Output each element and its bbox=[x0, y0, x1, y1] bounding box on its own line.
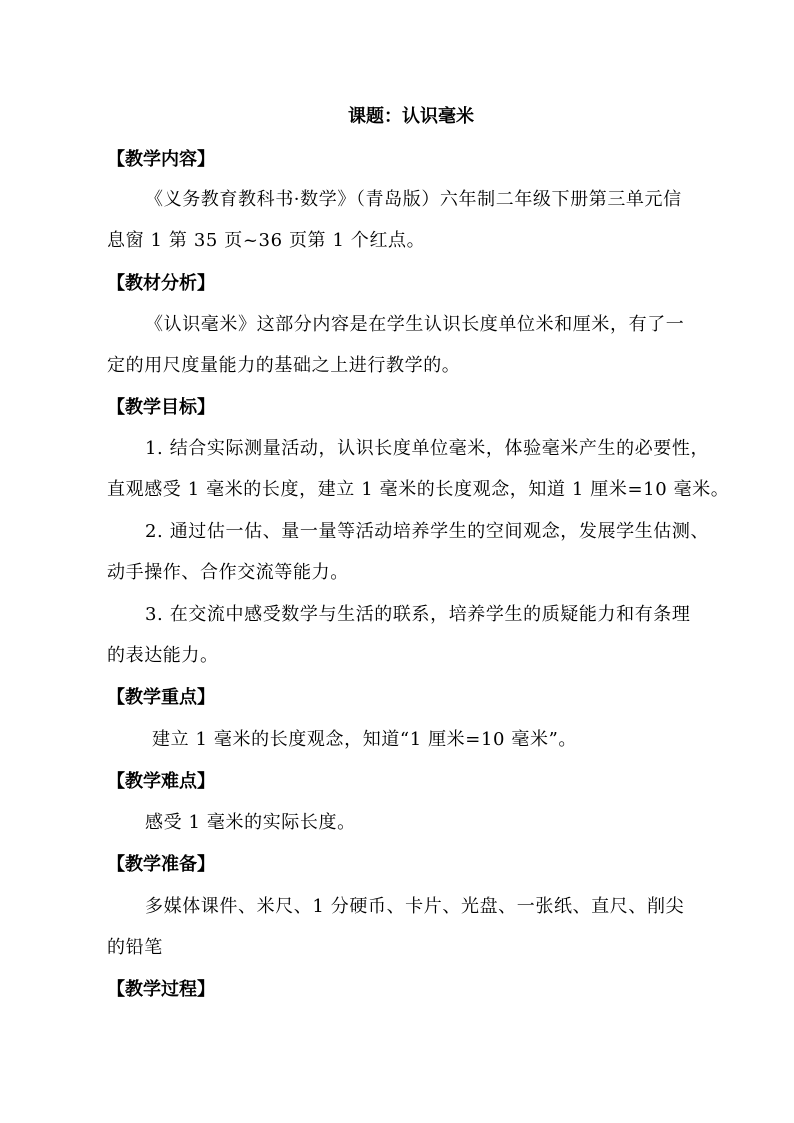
objective-3-line2: 的表达能力。 bbox=[107, 645, 219, 666]
objective-3-line1: 3. 在交流中感受数学与生活的联系，培养学生的质疑能力和有条理 bbox=[145, 604, 691, 625]
section-heading-difficulty: 【教学难点】 bbox=[107, 771, 215, 792]
objective-1-line1: 1. 结合实际测量活动，认识长度单位毫米，体验毫米产生的必要性， bbox=[145, 438, 710, 459]
section-heading-analysis: 【教材分析】 bbox=[107, 273, 215, 294]
objective-1-line2: 直观感受 1 毫米的长度，建立 1 毫米的长度观念，知道 1 厘米=10 毫米。 bbox=[107, 479, 730, 500]
preparation-line1: 多媒体课件、米尺、1 分硬币、卡片、光盘、一张纸、直尺、削尖 bbox=[145, 896, 685, 917]
section-heading-preparation: 【教学准备】 bbox=[107, 854, 215, 875]
content-paragraph-line2: 息窗 1 第 35 页~36 页第 1 个红点。 bbox=[107, 230, 426, 251]
analysis-paragraph-line1: 《认识毫米》这部分内容是在学生认识长度单位米和厘米，有了一 bbox=[145, 314, 685, 335]
content-paragraph-line1: 《义务教育教科书·数学》（青岛版）六年制二年级下册第三单元信 bbox=[145, 189, 682, 210]
section-heading-objectives: 【教学目标】 bbox=[107, 397, 215, 418]
page-title: 课题：认识毫米 bbox=[348, 106, 474, 127]
objective-2-line1: 2. 通过估一估、量一量等活动培养学生的空间观念，发展学生估测、 bbox=[145, 521, 710, 542]
difficulty-line1: 感受 1 毫米的实际长度。 bbox=[145, 812, 356, 833]
analysis-paragraph-line2: 定的用尺度量能力的基础之上进行教学的。 bbox=[107, 355, 461, 376]
section-heading-key-point: 【教学重点】 bbox=[107, 687, 215, 708]
section-heading-content: 【教学内容】 bbox=[107, 149, 215, 170]
section-heading-process: 【教学过程】 bbox=[107, 979, 215, 1000]
objective-2-line2: 动手操作、合作交流等能力。 bbox=[107, 562, 349, 583]
preparation-line2: 的铅笔 bbox=[107, 937, 163, 958]
key-point-line1: 建立 1 毫米的长度观念，知道“1 厘米=10 毫米”。 bbox=[152, 729, 577, 750]
